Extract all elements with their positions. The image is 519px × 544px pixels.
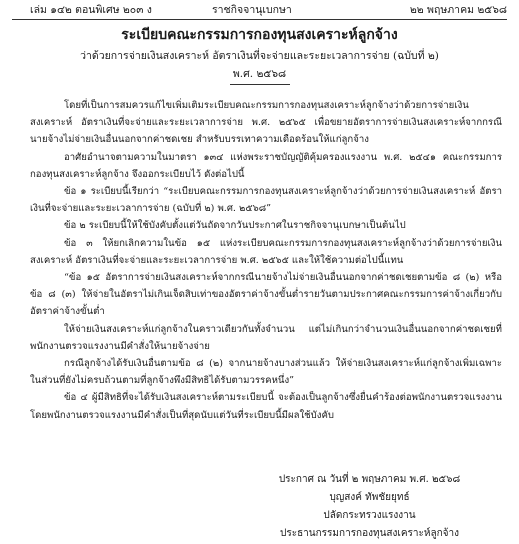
header-volume: เล่ม ๑๔๒ ตอนพิเศษ ๒๐๓ ง (30, 4, 152, 16)
header-rule (12, 19, 507, 20)
authority-paragraph: อาศัยอำนาจตามความในมาตรา ๑๓๔ แห่งพระราชบัญญัติคุ้มครองแรงงาน พ.ศ. ๒๕๔๑ คณะกรรมการกองทุนสงเคราะห์ลูกจ้าง จึงออกระเบียบไว้ ดังต่อไปนี้ (30, 151, 502, 180)
header-gazette-name: ราชกิจจานุเบกษา (212, 4, 292, 16)
title-divider (230, 84, 290, 85)
signatory-position: ปลัดกระทรวงแรงงาน (323, 510, 416, 521)
signature-date: ประกาศ ณ วันที่ ๒ พฤษภาคม พ.ศ. ๒๕๖๘ (278, 474, 461, 485)
clause-1: ข้อ ๑ ระเบียบนี้เรียกว่า “ระเบียบคณะกรรมการกองทุนสงเคราะห์ลูกจ้างว่าด้วยการจ่ายเงินสงเคราะห์ อัตราเงินที่จะจ่ายและระยะเวลาการจ่าย (ฉบับที่ ๒) พ.ศ. ๒๕๖๘” (30, 186, 502, 215)
clause-15-text: “ข้อ ๑๕ อัตราการจ่ายเงินสงเคราะห์จากกรณีนายจ้างไม่จ่ายเงินอื่นนอกจากค่าชดเชยตามข้อ ๘ (๒) หรือข้อ ๘ (๓) ให้จ่ายในอัตราไม่เกินเจ็ดสิบเท่าของอัตราค่าจ้างขั้นต่ำรายวันตามประกาศคณะกรรมการค่าจ้างเกี่ยวกับอัตราค่าจ้างขั้นต่ำ (30, 272, 502, 318)
header-date: ๒๒ พฤษภาคม ๒๕๖๘ (409, 4, 507, 16)
document-body (30, 97, 502, 424)
document-title: ระเบียบคณะกรรมการกองทุนสงเคราะห์ลูกจ้าง (121, 27, 398, 43)
clause-15-para-3: กรณีลูกจ้างได้รับเงินอื่นตามข้อ ๘ (๒) จากนายจ้างบางส่วนแล้ว ให้จ่ายเงินสงเคราะห์แก่ลูกจ้างเพิ่มเฉพาะในส่วนที่ยังไม่ครบถ้วนตามที่ลูกจ้างพึงมีสิทธิได้รับตามวรรคหนึ่ง” (30, 358, 502, 387)
clause-3: ข้อ ๓ ให้ยกเลิกความในข้อ ๑๕ แห่งระเบียบคณะกรรมการกองทุนสงเคราะห์ลูกจ้างว่าด้วยการจ่ายเงินสงเคราะห์ อัตราเงินที่จะจ่ายและระยะเวลาการจ่าย พ.ศ. ๒๕๖๕ และให้ใช้ความต่อไปนี้แทน (30, 237, 502, 266)
document-year: พ.ศ. ๒๕๖๘ (232, 68, 287, 80)
clause-2: ข้อ ๒ ระเบียบนี้ให้ใช้บังคับตั้งแต่วันถัดจากวันประกาศในราชกิจจานุเบกษาเป็นต้นไป (64, 220, 406, 232)
clause-15-para-2: ให้จ่ายเงินสงเคราะห์แก่ลูกจ้างในคราวเดียวกันทั้งจำนวน แต่ไม่เกินกว่าจำนวนเงินอื่นนอกจากค่าชดเชยที่พนักงานตรวจแรงงานมีคำสั่งให้นายจ้างจ่าย (30, 323, 502, 352)
signatory-role: ประธานกรรมการกองทุนสงเคราะห์ลูกจ้าง (279, 528, 460, 539)
document-subtitle: ว่าด้วยการจ่ายเงินสงเคราะห์ อัตราเงินที่จะจ่ายและระยะเวลาการจ่าย (ฉบับที่ ๒) (80, 50, 439, 62)
signatory-name: บุญสงค์ ทัพชัยยุทธ์ (329, 492, 410, 503)
page-header (12, 3, 507, 17)
clause-4: ข้อ ๔ ผู้มีสิทธิที่จะได้รับเงินสงเคราะห์ตามระเบียบนี้ จะต้องเป็นลูกจ้างซึ่งยื่นคำร้องต่อพนักงานตรวจแรงงาน โดยพนักงานตรวจแรงงานมีคำสั่งเป็นที่สุดนับแต่วันที่ระเบียบนี้มีผลใช้บังคับ (30, 392, 502, 421)
preamble-paragraph: โดยที่เป็นการสมควรแก้ไขเพิ่มเติมระเบียบคณะกรรมการกองทุนสงเคราะห์ลูกจ้างว่าด้วยการจ่ายเงินสงเคราะห์ อัตราเงินที่จะจ่ายและระยะเวลาการจ่าย พ.ศ. ๒๕๖๕ เพื่อขยายอัตราการจ่ายเงินสงเคราะห์จากกรณีนายจ้างไม่จ่ายเงินอื่นนอกจากค่าชดเชย สำหรับบรรเทาความเดือดร้อนให้แก่ลูกจ้าง (30, 100, 502, 146)
